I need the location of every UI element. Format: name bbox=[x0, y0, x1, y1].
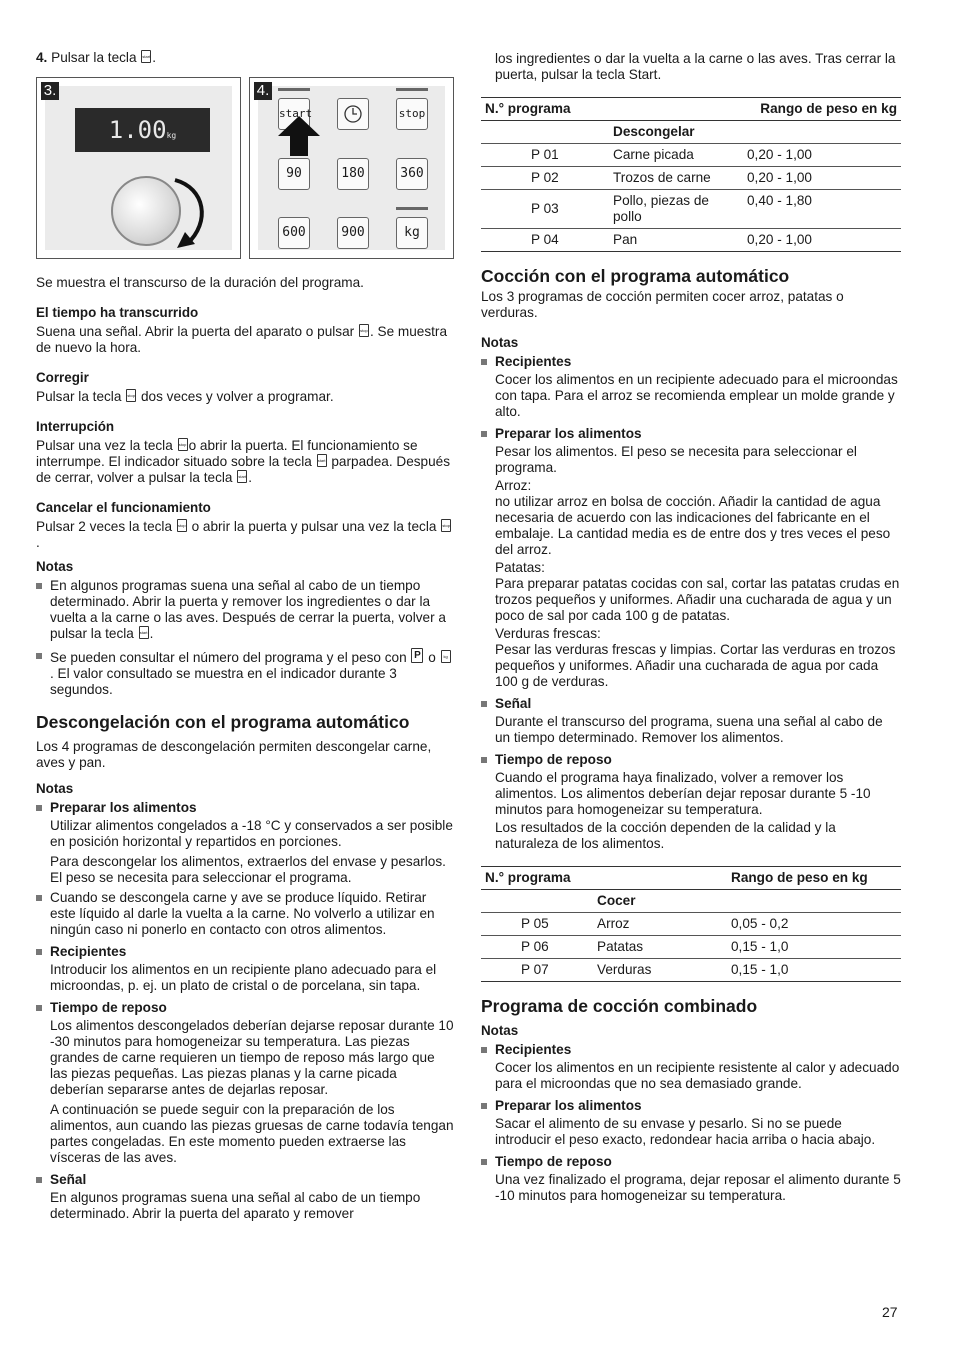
table-cell: P 06 bbox=[521, 939, 549, 954]
text: dos veces y volver a programar. bbox=[140, 389, 334, 404]
list-item: Cuando se descongela carne y ave se produce líquido. Retirar este líquido al darle la vuelta a la carne. No volverlo a utilizar en ningún caso ni ponerlo en contacto con otros alimentos. bbox=[36, 890, 454, 938]
notes-title: Notas bbox=[481, 1023, 519, 1038]
text: Arroz: bbox=[495, 478, 532, 493]
right-column bbox=[481, 51, 901, 1208]
table-row bbox=[481, 936, 901, 959]
text: no utilizar arroz en bolsa de cocción. Añadir la cantidad de agua necesaria de acuerdo con las indicaciones del fabricante en el embalaje. La cantidad media es de entre dos y tres veces el peso del arroz. bbox=[495, 494, 891, 557]
list-item-title: Tiempo de reposo bbox=[481, 1154, 901, 1170]
paragraph: Los alimentos descongelados deberían dejarse reposar durante 10 -30 minutos para homogeneizar su temperatura. Las piezas grandes de carne requieren un tiempo de reposo más largo que las piezas pequeñas. Las piezas planas y la carne picada deberían separarse antes de dejarlas reposar. bbox=[50, 1018, 454, 1097]
start-button: start bbox=[278, 98, 310, 130]
list-item-title: Señal bbox=[36, 1172, 454, 1188]
up-arrow-icon bbox=[276, 114, 322, 158]
text: o bbox=[428, 650, 436, 665]
indicator-bar bbox=[396, 88, 428, 91]
step-number: 4. bbox=[36, 50, 48, 65]
table-cell: Pan bbox=[613, 232, 638, 247]
table-cell: Pollo, piezas de pollo bbox=[613, 193, 709, 224]
start-key-icon: start bbox=[237, 470, 247, 483]
paragraph: Pesar los alimentos. El peso se necesita para seleccionar el programa. bbox=[495, 444, 857, 475]
table-cell: Trozos de carne bbox=[613, 170, 711, 185]
section-heading: Descongelación con el programa automático bbox=[36, 712, 410, 732]
text: . Se muestra de nuevo la hora. bbox=[36, 324, 448, 355]
table-section-row bbox=[481, 890, 901, 913]
figure-4 bbox=[249, 77, 454, 259]
section-title: Interrupción bbox=[36, 419, 115, 434]
intro-text: Se muestra el transcurso de la duración del programa. bbox=[36, 275, 364, 290]
table-cell: P 04 bbox=[531, 232, 559, 247]
section-heading: Cocción con el programa automático bbox=[481, 266, 790, 286]
list-item-title: Recipientes bbox=[481, 354, 901, 370]
clock-button bbox=[337, 98, 369, 130]
paragraph: Cocer los alimentos en un recipiente adecuado para el microondas con tapa. Para el arroz se recomienda emplear un molde grande y alto. bbox=[495, 372, 898, 419]
table-section: Cocer bbox=[597, 893, 636, 908]
figure-4-label: 4. bbox=[254, 82, 272, 100]
paragraph: A continuación se puede seguir con la preparación de los alimentos, aun cuando las piezas gruesas de carne todavía tengan partes congeladas. En este momento pueden extraerse las vísceras de las aves. bbox=[50, 1102, 454, 1165]
kg-button: kg bbox=[396, 217, 428, 249]
text: Se pueden consultar el número del programa y el peso con bbox=[50, 650, 407, 665]
paragraph bbox=[36, 519, 454, 551]
paragraph: los ingredientes o dar la vuelta a la carne o las aves. Tras cerrar la puerta, pulsar la tecla Start. bbox=[495, 51, 896, 82]
indicator-bar bbox=[396, 207, 428, 210]
table-header: N.° programa bbox=[485, 870, 571, 885]
paragraph: Cocer los alimentos en un recipiente resistente al calor y adecuado para el microondas que no sea demasiado grande. bbox=[495, 1060, 900, 1091]
table-row bbox=[481, 190, 901, 229]
table-row bbox=[481, 959, 901, 982]
paragraph: Utilizar alimentos congelados a -18 °C y conservados a ser posible en posición horizontal y repartidos en porciones. bbox=[50, 818, 453, 849]
clock-icon bbox=[338, 99, 368, 129]
paragraph: Introducir los alimentos en un recipiente plano adecuado para el microondas, p. ej. un plato de cristal o de porcelana, sin tapa. bbox=[50, 962, 437, 993]
table-cell: P 01 bbox=[531, 147, 559, 162]
left-column bbox=[36, 275, 454, 1226]
power-600-button: 600 bbox=[278, 217, 310, 249]
step-end: . bbox=[152, 50, 157, 65]
text: Pulsar una vez la tecla bbox=[36, 438, 173, 453]
paragraph: Una vez finalizado el programa, dejar reposar el alimento durante 5 -10 minutos para homogeneizar su temperatura. bbox=[495, 1172, 901, 1203]
list-item-title: Tiempo de reposo bbox=[36, 1000, 454, 1016]
power-360-button: 360 bbox=[396, 158, 428, 190]
table-cell: Arroz bbox=[597, 916, 630, 931]
display-value: 1.00 bbox=[108, 116, 167, 144]
table-row bbox=[481, 913, 901, 936]
table-row bbox=[481, 229, 901, 252]
figure-3 bbox=[36, 77, 241, 259]
text: . bbox=[149, 626, 154, 641]
list-item-title: Preparar los alimentos bbox=[481, 1098, 901, 1114]
table-cell: Patatas bbox=[597, 939, 644, 954]
text: o abrir la puerta y pulsar una vez la tecla bbox=[191, 519, 437, 534]
table-header-row bbox=[481, 867, 901, 890]
list-item-title: Recipientes bbox=[36, 944, 454, 960]
indicator-bar bbox=[278, 88, 310, 91]
text: Patatas: bbox=[495, 560, 545, 575]
notes-title: Notas bbox=[36, 559, 74, 574]
paragraph: Los resultados de la cocción dependen de la calidad y la naturaleza de los alimentos. bbox=[495, 820, 836, 851]
text: Suena una señal. Abrir la puerta del aparato o pulsar bbox=[36, 324, 355, 339]
stop-key-icon: stop bbox=[441, 519, 451, 532]
table-cell: P 03 bbox=[531, 201, 559, 216]
paragraph bbox=[36, 438, 454, 486]
table-cell: 0,20 - 1,00 bbox=[747, 232, 812, 247]
text: Verduras frescas: bbox=[495, 626, 601, 641]
step-text: Pulsar la tecla bbox=[51, 50, 137, 65]
section-heading: Programa de cocción combinado bbox=[481, 996, 758, 1016]
page-number: 27 bbox=[882, 1304, 898, 1320]
paragraph bbox=[36, 389, 454, 405]
text: Para preparar patatas cocidas con sal, cortar las patatas crudas en trozos pequeños y uniformes. Añadir una cucharada de agua y un poco de sal por cada 100 g de patatas. bbox=[495, 576, 900, 623]
paragraph bbox=[36, 324, 454, 356]
list-item bbox=[36, 578, 454, 642]
table-cell: 0,15 - 1,0 bbox=[731, 962, 789, 977]
display-panel bbox=[75, 108, 210, 152]
start-key-icon: start bbox=[141, 50, 151, 63]
paragraph: Sacar el alimento de su envase y pesarlo. Si no se puede introducir el peso exacto, redondear hacia arriba o hacia abajo. bbox=[495, 1116, 876, 1147]
figure-4-panel bbox=[258, 86, 445, 250]
list-item-title: Tiempo de reposo bbox=[481, 752, 901, 768]
p-key-icon: P bbox=[411, 648, 423, 663]
paragraph: Los 3 programas de cocción permiten cocer arroz, patatas o verduras. bbox=[481, 289, 844, 320]
table-cell: P 05 bbox=[521, 916, 549, 931]
stop-key-icon: stop bbox=[126, 389, 136, 402]
kg-key-icon: kg bbox=[441, 650, 451, 663]
paragraph bbox=[481, 560, 901, 624]
step-4 bbox=[36, 50, 156, 66]
section-title: Corregir bbox=[36, 370, 89, 385]
notes-title: Notas bbox=[481, 335, 519, 350]
list-item-title: Preparar los alimentos bbox=[481, 426, 901, 442]
table-cell: 0,05 - 0,2 bbox=[731, 916, 789, 931]
display-unit: kg bbox=[166, 131, 177, 140]
stop-key-icon: stop bbox=[359, 324, 369, 337]
table-header: Rango de peso en kg bbox=[760, 101, 897, 116]
text: . bbox=[36, 535, 40, 550]
table-cell: P 07 bbox=[521, 962, 549, 977]
power-900-button: 900 bbox=[337, 217, 369, 249]
table-cell: Carne picada bbox=[613, 147, 694, 162]
table-header-row bbox=[481, 98, 901, 121]
table-section: Descongelar bbox=[613, 124, 695, 139]
stop-button: stop bbox=[396, 98, 428, 130]
list-item bbox=[36, 648, 454, 698]
start-key-icon: start bbox=[317, 454, 327, 467]
paragraph: Durante el transcurso del programa, suena una señal al cabo de un tiempo determinado. Remover los alimentos. bbox=[495, 714, 883, 745]
list-item-title: Señal bbox=[481, 696, 901, 712]
power-90-button: 90 bbox=[278, 158, 310, 190]
paragraph: Para descongelar los alimentos, extraerlos del envase y pesarlos. El peso se necesita para seleccionar el programa. bbox=[50, 854, 446, 885]
table-header: N.° programa bbox=[485, 101, 571, 116]
start-key-icon: start bbox=[139, 626, 149, 639]
list-item-title: Preparar los alimentos bbox=[36, 800, 454, 816]
table-row bbox=[481, 167, 901, 190]
text: Pesar las verduras frescas y limpias. Cortar las verduras en trozos pequeños y uniformes. Añadir una cucharada de agua por cada 100 g de verduras. bbox=[495, 642, 896, 689]
section-title: Cancelar el funcionamiento bbox=[36, 500, 211, 515]
table-row bbox=[481, 144, 901, 167]
stop-key-icon: stop bbox=[177, 519, 187, 532]
paragraph: En algunos programas suena una señal al cabo de un tiempo determinado. Abrir la puerta del aparato y remover bbox=[50, 1190, 421, 1221]
table-section-row bbox=[481, 121, 901, 144]
paragraph: Cuando el programa haya finalizado, volver a remover los alimentos. Los alimentos deberían dejar reposar durante 5 -10 minutos para homogeneizar su temperatura. bbox=[495, 770, 871, 817]
text: Pulsar 2 veces la tecla bbox=[36, 519, 173, 534]
text: parpadea. Después de cerrar, volver a pulsar la tecla bbox=[36, 454, 451, 485]
figure-3-panel bbox=[45, 86, 232, 250]
list-item-title: Recipientes bbox=[481, 1042, 901, 1058]
section-title: El tiempo ha transcurrido bbox=[36, 305, 199, 320]
paragraph: Los 4 programas de descongelación permiten descongelar carne, aves y pan. bbox=[36, 739, 432, 770]
figure-3-label: 3. bbox=[41, 82, 59, 100]
table-cell: 0,15 - 1,0 bbox=[731, 939, 789, 954]
text: En algunos programas suena una señal al cabo de un tiempo determinado. Abrir la puerta y remover los ingredientes o dar la vuelta a la carne o las aves. Después de cerrar la puerta, volver a pulsar la tecla bbox=[50, 578, 446, 641]
table-cell: 0,40 - 1,80 bbox=[747, 193, 812, 208]
table-cell: P 02 bbox=[531, 170, 559, 185]
table-cell: 0,20 - 1,00 bbox=[747, 170, 812, 185]
table-cell: Verduras bbox=[597, 962, 652, 977]
stop-key-icon: stop bbox=[178, 438, 188, 451]
table-cell: 0,20 - 1,00 bbox=[747, 147, 812, 162]
rotate-arrow-icon bbox=[165, 174, 215, 254]
power-180-button: 180 bbox=[337, 158, 369, 190]
text: . El valor consultado se muestra en el indicador durante 3 segundos. bbox=[50, 666, 397, 697]
text: . bbox=[248, 470, 253, 485]
defrost-table bbox=[481, 97, 901, 252]
text: o abrir la puerta. El funcionamiento se interrumpe. El indicador situado sobre la tecla bbox=[36, 438, 418, 469]
notes-title: Notas bbox=[36, 781, 74, 796]
paragraph bbox=[481, 626, 901, 690]
paragraph bbox=[481, 478, 901, 558]
text: Pulsar la tecla bbox=[36, 389, 122, 404]
table-header: Rango de peso en kg bbox=[731, 870, 868, 885]
cooking-table bbox=[481, 866, 901, 982]
